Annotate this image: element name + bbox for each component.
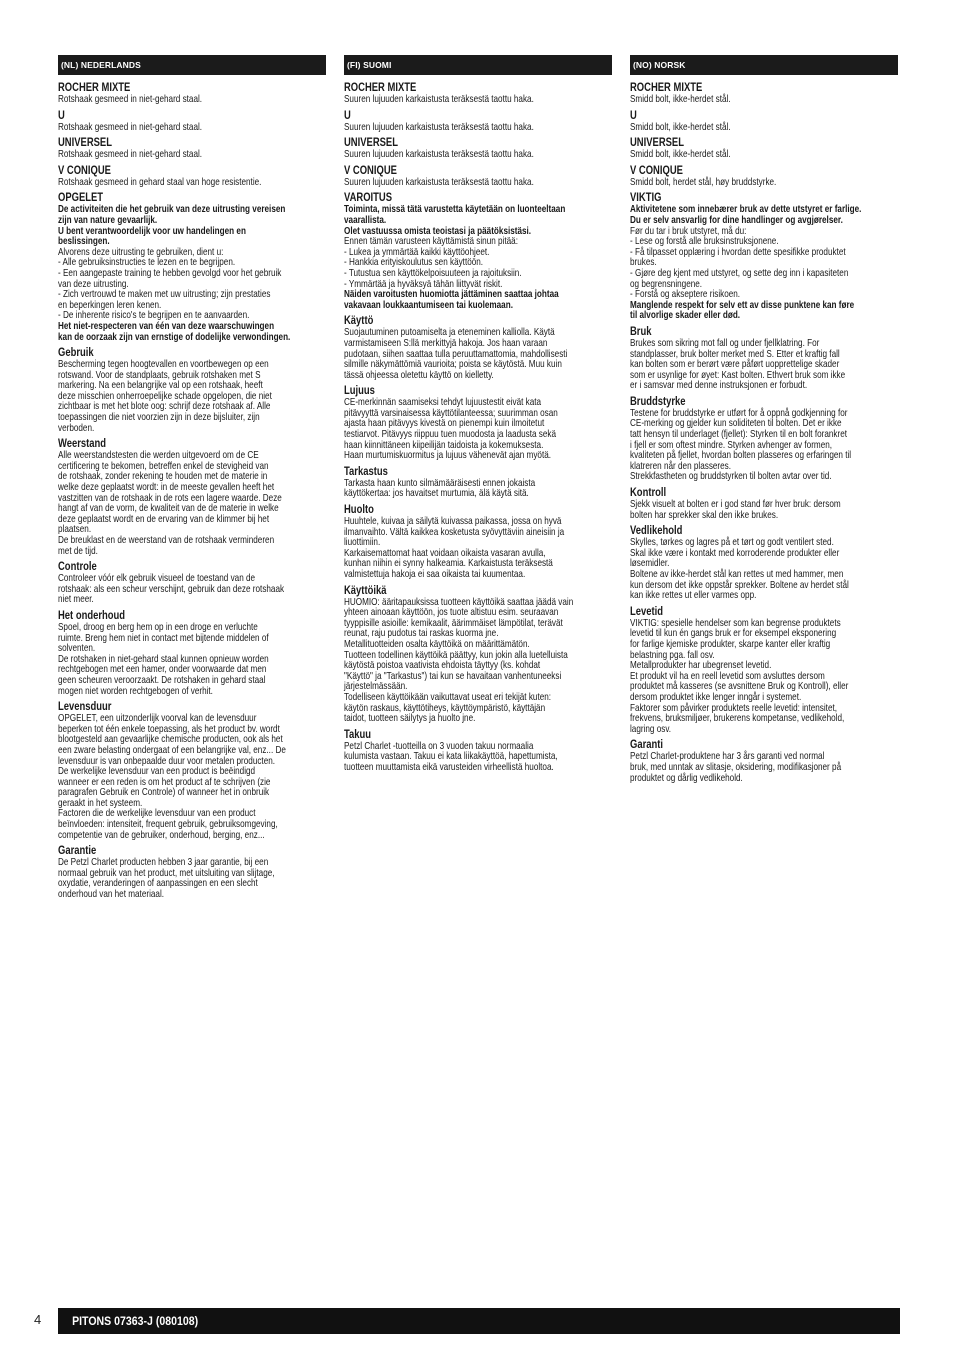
section-title: V CONIQUE: [58, 164, 111, 177]
section-body: Testene for bruddstyrke er utført for å oppnå godkjenning for CE-merking og gjelder kun soliditeten til bolten. Det er ikke tatt hensyn til underlaget (fjellet): Styrken til en bolt forankret i fjell er som oftest mindre. Styrken avhenger av formen, kvaliteten på fjellet, hvordan bolten plasseres og erfaringen til klatreren når den plasseres. Strekkfastheten og bruddstyrken til bolten avtar over tid.: [630, 407, 852, 483]
section-title: Huolto: [344, 504, 374, 517]
section-body: Rotshaak gesmeed in gehard staal van hoge resistentie.: [58, 176, 262, 188]
section: [344, 165, 612, 189]
section-body: Suuren lujuuden karkaistusta teräksestä taottu haka.: [344, 121, 534, 133]
section: [630, 606, 898, 736]
section-body: Suuren lujuuden karkaistusta teräksestä taottu haka.: [344, 176, 534, 188]
section-body: Før du tar i bruk utstyret, må du: - Lese og forstå alle bruksinstruksjonene. - Få tilpasset opplæring i hvordan dette spesifikke produktet brukes. - Gjøre deg kjent med utstyret, og sette deg inn i kapasiteten og begrensningene. - Forstå og akseptere risikoen.: [630, 225, 849, 301]
section-title: Tarkastus: [344, 465, 388, 478]
column-norwegian: [630, 55, 898, 784]
section: [344, 466, 612, 500]
section: [344, 192, 612, 311]
section-title: VAROITUS: [344, 192, 393, 205]
footer-title: PITONS 07363-J (080108): [72, 1314, 199, 1328]
section-title: V CONIQUE: [344, 164, 397, 177]
section-body: Suojautuminen putoamiselta ja eteneminen kalliolla. Käytä varmistamiseen S:llä merkittyjä hakoja. Jos haan varaan pudotaan, siihen saattaa tulla peruuttamattomia, mahdollisesti silmille näkymättömiä vaurioita; poista se käytöstä. Muu kuin tässä ohjeessa oletettu käyttö on kielletty.: [344, 327, 568, 381]
section: [344, 504, 612, 581]
section-title: ROCHER MIXTE: [58, 82, 131, 94]
section-body: Tarkasta haan kunto silmämääräisesti ennen jokaista käyttökertaa: jos havaitset murtumia, älä käytä sitä.: [344, 477, 536, 500]
section: [630, 82, 898, 106]
section-title: ROCHER MIXTE: [344, 82, 417, 94]
section-body: Smidd bolt, ikke-herdet stål.: [630, 94, 731, 105]
section: [58, 110, 326, 134]
section-title: Takuu: [344, 728, 372, 741]
section-title: VIKTIG: [630, 192, 662, 205]
section-body: Rotshaak gesmeed in niet-gehard staal.: [58, 121, 203, 133]
section-body: Alle weerstandstesten die werden uitgevoerd om de CE certificering te bekomen, betreffen enkel de stevigheid van de rotshaak, zonder rekening te houden met de materie in welke deze geplaatst wordt: in de meeste gevallen heeft het vastzitten van de rotshaak in de rots een lagere waarde. Deze hangt af van de vorm, de kwaliteit van de de materie in welke deze geplaatst wordt en de ervaring van de klimmer bij het plaatsen. De breuklast en de weerstand van de rotshaak verminderen met de tijd.: [58, 450, 282, 557]
section: [344, 315, 612, 381]
section-title: Garantie: [58, 845, 97, 858]
section-body: Huuhtele, kuivaa ja säilytä kuivassa paikassa, jossa on hyvä ilmanvaihto. Vältä kaikkea kosketusta syövyttäviin aineisiin ja liuottimiin. Karkaisemattomat haat voidaan oikaista vasaran avulla, kunhan niihin ei synny halkeamia. Karkaistusta teräksestä valmistettuja hakoja ei saa oikaista tai kuumentaa.: [344, 516, 565, 580]
language-header: (NO) NORSK: [630, 55, 898, 75]
section-title: Käyttö: [344, 315, 374, 328]
warning-text: Toiminta, missä tätä varustetta käytetään on luonteeltaan vaarallista. Olet vastuussa omista teoistasi ja päätöksistäsi.: [344, 204, 566, 237]
section-body: Petzl Charlet-produktene har 3 års garanti ved normal bruk, med unntak av slitasje, oksidering, modifikasjoner på produktet og dårlig vedlikehold.: [630, 751, 842, 784]
section: [630, 487, 898, 521]
section-body: HUOMIO: ääritapauksissa tuotteen käyttöikä saattaa jäädä vain yhteen ainoaan käyttöön, jos tuote altistuu esim. seuraavan tyyppisille asioille: kemikaalit, äärimmäiset lämpötilat, terävät reunat, raju pudotus tai raskas kuorma jne. Metallituotteiden osalta käyttöikä on määrittämätön. Tuotteen todellinen käyttöikä päättyy, kun jokin alla luetelluista käytöstä poistoa vaativista ehdoista täyttyy (ks. kohdat "Käyttö" ja "Tarkastus") tai kun se havaitaan vanhentuneeksi järjestelmässään. Todelliseen käyttöikään vaikuttavat useat eri tekijät kuten: käytön raskaus, käyttötiheys, käyttöympäristö, käyttäjän taidot, tuotteen säilytys ja huolto jne.: [344, 596, 574, 725]
section-body: Smidd bolt, herdet stål, høy bruddstyrke.: [630, 176, 777, 188]
section-title: ROCHER MIXTE: [630, 82, 703, 94]
section-list: [58, 82, 326, 901]
section-title: U: [58, 109, 65, 122]
section-title: Kontroll: [630, 487, 667, 500]
section: [58, 845, 326, 900]
section-body: Rotshaak gesmeed in niet-gehard staal.: [58, 149, 203, 161]
section: [58, 561, 326, 606]
column-finnish: [344, 55, 612, 774]
section: [630, 192, 898, 322]
section: [630, 137, 898, 161]
section: [630, 525, 898, 602]
section-body: OPGELET, een uitzonderlijk voorval kan de levensduur beperken tot één enkele toepassing, als het product bv. wordt blootgesteld aan gevaarlijke chemische producten, ook als het een zware belasting ondergaat of een belangrijke val, enz... De levensduur is van onbepaalde duur voor metalen producten. De werkelijke levensduur van een product is beëindigd wanneer er een reden is om het product af te schrijven (zie paragrafen Gebruik en Controle) of wanneer het in onbruik geraakt in het systeem. Factoren die de werkelijke levensduur van een product beïnvloeden: intensiteit, frequent gebruik, gebruiksomgeving, competentie van de gebruiker, onderhoud, berging, enz...: [58, 713, 286, 841]
language-header: (FI) SUOMI: [344, 55, 612, 75]
section-title: Bruddstyrke: [630, 395, 686, 408]
section-body: Smidd bolt, ikke-herdet stål.: [630, 121, 731, 133]
section-title: UNIVERSEL: [630, 137, 684, 150]
section-body: Rotshaak gesmeed in niet-gehard staal.: [58, 94, 203, 105]
section: [58, 438, 326, 557]
warning-text: De activiteiten die het gebruik van deze uitrusting vereisen zijn van nature gevaarlijk. U bent verantwoordelijk voor uw handelingen en beslissingen.: [58, 204, 286, 248]
section: [58, 165, 326, 189]
section: [58, 192, 326, 343]
section-title: Levensduur: [58, 701, 112, 714]
section-body: Bescherming tegen hoogtevallen en voortbewegen op een rotswand. Voor de standplaats, gebruik rotshaken met S markering. Na een belangrijke val op een rotshaak, heeft deze misschien onherroepelijke schade opgelopen, die niet zichtbaar is met het blote oog: schrijf deze rotshaak af. Alle toepassingen die niet voorzien zijn in deze bijsluiter, zijn verboden.: [58, 359, 272, 434]
section: [630, 165, 898, 189]
section-title: Garanti: [630, 739, 664, 752]
section-body: Alvorens deze uitrusting te gebruiken, dient u: - Alle gebruiksinstructies te lezen en te begrijpen. - Een aangepaste training te hebben gevolgd voor het gebruik van deze uitrusting. - Zich vertrouwd te maken met uw uitrusting; zijn prestaties en beperkingen leren kenen. - De inherente risico's te begrijpen en te aanvaarden.: [58, 246, 282, 322]
section-title: UNIVERSEL: [344, 137, 398, 150]
section-body: Sjekk visuelt at bolten er i god stand før hver bruk: dersom bolten har sprekker skal den ikke brukes.: [630, 499, 841, 521]
section-title: Weerstand: [58, 438, 107, 451]
warning-consequence-text: Näiden varoitusten huomiotta jättäminen saattaa johtaa vakavaan loukkaantumiseen tai kuolemaan.: [344, 289, 559, 311]
section: [344, 585, 612, 725]
section-title: Levetid: [630, 605, 664, 618]
section-title: U: [630, 109, 637, 122]
section-title: Het onderhoud: [58, 609, 126, 622]
section-title: V CONIQUE: [630, 164, 683, 177]
section-title: OPGELET: [58, 192, 104, 205]
section-title: Vedlikehold: [630, 525, 683, 538]
page-number: 4: [34, 1312, 42, 1327]
section-body: VIKTIG: spesielle hendelser som kan begrense produktets levetid til kun én gangs bruk er for eksempel eksponering for farlige kjemiske produkter, skarpe kanter eller kraftig belastning pga. fall osv. Metallprodukter har ubegrenset levetid. Et produkt vil ha en reell levetid som avsluttes dersom produktet må kasseres (se avsnittene Bruk og Kontroll), eller dersom produktet ikke lenger inngår i systemet. Faktorer som påvirker produktets reelle levetid: intensitet, frekvens, bruksmiljøer, brukerens kompetanse, vedlikehold, lagring osv.: [630, 617, 849, 735]
section-title: U: [344, 109, 351, 122]
column-dutch: [58, 55, 326, 901]
section-body: Ennen tämän varusteen käyttämistä sinun pitää: - Lukea ja ymmärtää kaikki käyttöohjeet. - Hankkia erityiskoulutus sen käyttöön. - Tutustua sen käyttökelpoisuuteen ja rajoituksiin. - Ymmärtää ja hyväksyä tähän liittyvät riskit.: [344, 236, 522, 290]
section: [58, 610, 326, 697]
section-title: Controle: [58, 561, 97, 574]
section-title: Gebruik: [58, 347, 94, 360]
warning-consequence-text: Manglende respekt for selv ett av disse punktene kan føre til alvorlige skader eller død.: [630, 299, 855, 322]
section-body: Suuren lujuuden karkaistusta teräksestä taottu haka.: [344, 94, 534, 105]
section: [630, 396, 898, 483]
section-body: Brukes som sikring mot fall og under fjellklatring. For standplasser, bruk bolter merket med S. Etter et kraftig fall kan bolten som er berørt være påført uopprettelige skader som er usynlige for øyet: Kast bolten. Ethvert bruk som ikke er i samsvar med denne instruksjonen er forbudt.: [630, 337, 846, 392]
section-title: Käyttöikä: [344, 584, 387, 597]
warning-consequence-text: Het niet-respecteren van één van deze waarschuwingen kan de oorzaak zijn van ernstige of dodelijke verwondingen.: [58, 320, 291, 343]
section-body: CE-merkinnän saamiseksi tehdyt lujuustestit eivät kata pitävyyttä varsinaisessa käyttötilanteessa; suurimman osan ajasta haan pitävyys kivestä on pienempi kuin ilmoitetut testiarvot. Pitävyys riippuu tuen muodosta ja laadusta sekä haan kiinnittäneen kiipeilijän taidoista ja kokemuksesta. Haan murtumiskuormitus ja lujuus vähenevät ajan myötä.: [344, 397, 558, 462]
section: [630, 739, 898, 784]
section: [344, 82, 612, 106]
section-body: Skylles, tørkes og lagres på et tørt og godt ventilert sted. Skal ikke være i kontakt med korroderende produkter eller løsemidler. Boltene av ikke-herdet stål kan rettes ut med hammer, men kun dersom det ikke oppstår sprekker. Boltene av herdet stål kan ikke rettes ut eller varmes opp.: [630, 537, 849, 602]
section: [630, 110, 898, 134]
warning-text: Aktivitetene som innebærer bruk av dette utstyret er farlige. Du er selv ansvarlig for dine handlinger og avgjørelser.: [630, 204, 862, 226]
section: [344, 729, 612, 774]
section-body: Controleer vóór elk gebruik visueel de toestand van de rotshaak: als een scheur verschijnt, gebruik dan deze rotshaak niet meer.: [58, 573, 285, 606]
section-title: UNIVERSEL: [58, 137, 112, 150]
section-list: [344, 82, 612, 774]
section: [58, 137, 326, 161]
section: [344, 385, 612, 462]
section-title: Bruk: [630, 325, 652, 338]
language-header: (NL) NEDERLANDS: [58, 55, 326, 75]
section: [344, 137, 612, 161]
section: [630, 326, 898, 392]
section-list: [630, 82, 898, 784]
section-body: Suuren lujuuden karkaistusta teräksestä taottu haka.: [344, 149, 534, 161]
section-body: Smidd bolt, ikke-herdet stål.: [630, 149, 731, 161]
section-title: Lujuus: [344, 385, 375, 398]
section: [58, 701, 326, 841]
section: [344, 110, 612, 134]
section: [58, 82, 326, 106]
section-body: Spoel, droog en berg hem op in een droge en verluchte ruimte. Breng hem niet in contact met bijtende middelen of solventen. De rotshaken in niet-gehard staal kunnen opnieuw worden rechtgebogen met een hamer, onder voorwaarde dat men geen scheuren veroorzaakt. De rotshaken in gehard staal mogen niet worden rechtgebogen of verhit.: [58, 621, 269, 697]
footer-bar: [58, 1308, 900, 1334]
section-body: Petzl Charlet -tuotteilla on 3 vuoden takuu normaalia kulumista vastaan. Takuu ei kata liikakäyttöä, hapettumista, tuotteen muuttamista eikä varusteiden virheellistä huoltoa.: [344, 740, 558, 773]
section-body: De Petzl Charlet producten hebben 3 jaar garantie, bij een normaal gebruik van het product, met uitsluiting van slijtage, oxydatie, veranderingen of aanpassingen en een slecht onderhoud van het materiaal.: [58, 857, 275, 901]
section: [58, 347, 326, 434]
